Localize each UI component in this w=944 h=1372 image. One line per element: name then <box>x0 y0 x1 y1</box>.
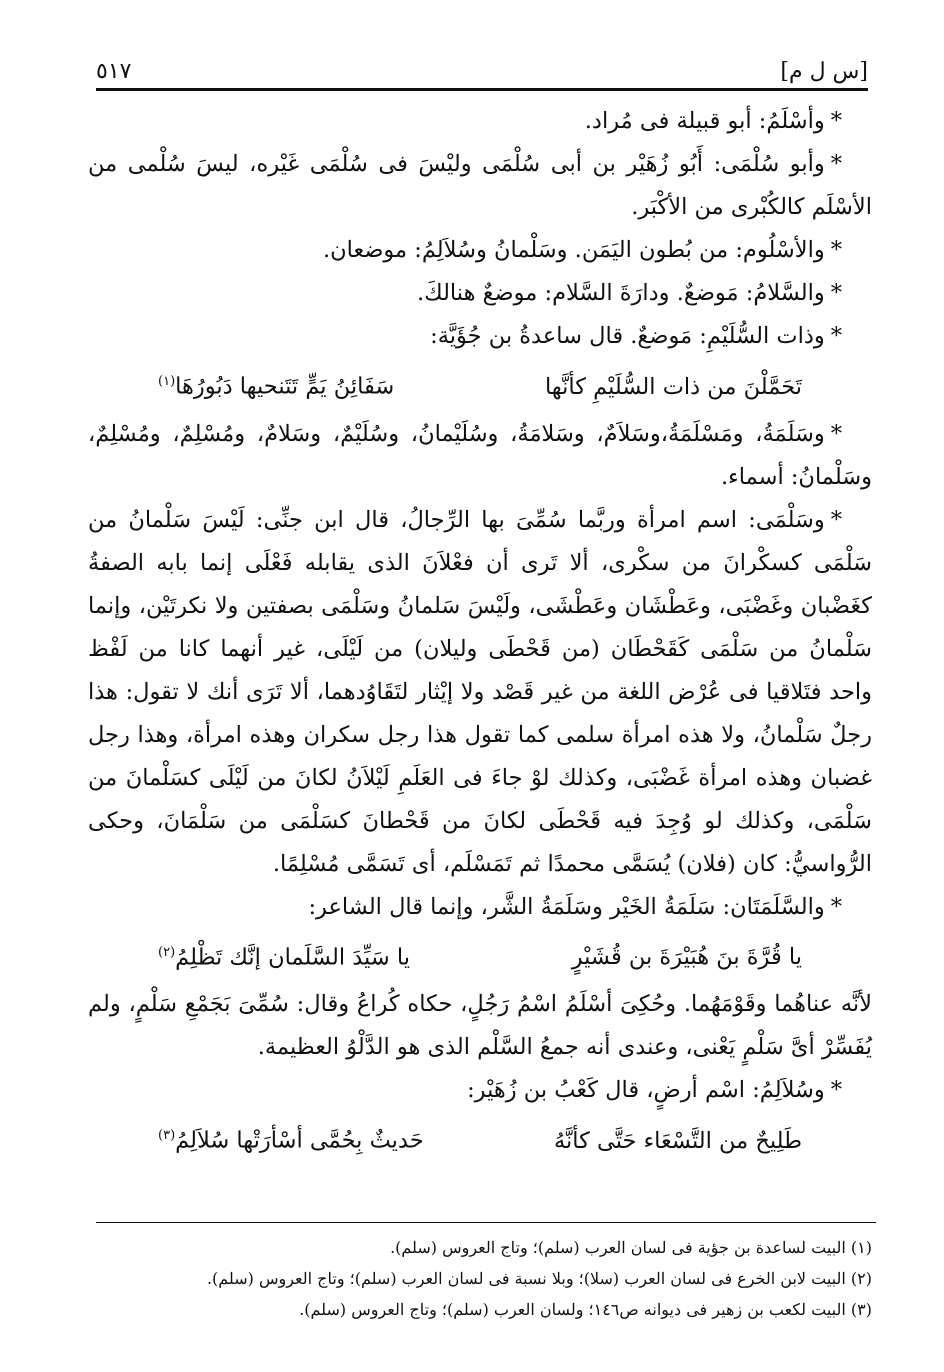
entry-marker: * <box>830 506 842 533</box>
entry-salamatan <box>88 886 872 929</box>
entry-salma <box>88 499 872 886</box>
entry-text: والأسْلُوم: من بُطون اليَمَن. وسَلْمانُ وسُلاَلِمُ: موضعان. <box>322 237 825 263</box>
entry-text: والسَّلامُ: مَوضعٌ. ودارَةَ السَّلام: موضعٌ هنالكَ. <box>416 280 825 306</box>
entry-salam <box>88 272 872 315</box>
entry-aslam <box>88 100 872 143</box>
entry-aslum <box>88 229 872 272</box>
entry-dhat-al-sulaym <box>88 315 872 358</box>
entry-marker: * <box>830 151 842 177</box>
entry-text: وسُلاَلِمُ: اسْم أرضٍ، قال كَعْبُ بن زُهَيْر: <box>467 1077 825 1103</box>
footnotes <box>88 1232 872 1325</box>
entry-sulalim <box>88 1069 872 1112</box>
verse-3 <box>88 1114 872 1163</box>
entry-abu-sulma <box>88 143 872 229</box>
verse-1 <box>88 360 872 409</box>
verse-1-second-text: سَفَائِنُ يَمٍّ تَتَنحيها دَبُورُهَا <box>175 373 395 400</box>
verse-2-first-hemistich: يا قُرَّةَ بنَ هُبَيْرَةَ بن قُشَيْرٍ <box>571 944 802 970</box>
header-rule <box>96 88 868 91</box>
footnote-ref-1: (١) <box>158 374 176 389</box>
verse-3-second-text: حَديثٌ بِحُمَّى أسْأرَتْها سُلاَلِمُ <box>175 1127 424 1154</box>
verse-2 <box>88 931 872 980</box>
page-body <box>88 100 872 1167</box>
entry-marker: * <box>830 1077 842 1103</box>
entry-text: وأسْلَمُ: أبو قبيلة فى مُراد. <box>584 108 825 134</box>
entry-marker: * <box>830 893 842 920</box>
entry-text: والسَّلَمَتَان: سَلَمَةُ الخَيْر وسَلَمَةُ الشَّر، وإنما قال الشاعر: <box>308 893 825 920</box>
entry-marker: * <box>830 237 842 263</box>
footnote-3: (٣) البيت لكعب بن زهير فى ديوانه ص١٤٦؛ ولسان العرب (سلم)؛ وتاج العروس (سلم). <box>299 1300 872 1319</box>
footnote-ref-2: (٢) <box>158 944 176 960</box>
footnote-1: (١) البيت لساعدة بن جؤية فى لسان العرب (سلم)؛ وتاج العروس (سلم). <box>390 1238 872 1257</box>
verse-2-second-text: يا سَيِّدَ السَّلَمان إنَّك تَظْلِمُ <box>175 944 410 970</box>
entry-aslam-explanation: لأنَّه عناهُما وقَوْمَهُما. وحُكِىَ أسْلَمُ اسْمُ رَجُلٍ، حكاه كُراعُ وقال: سُمِّىَ بَجَمْعِ سَلْمٍ، ولم يُفَسِّرْ أىَّ سَلْمٍ يَعْنى، وعندى أنه جمعُ السَّلْم الذى هو الدَّلْوُ العظيمة. <box>88 991 872 1060</box>
footnote-rule <box>96 1222 876 1223</box>
verse-2-second-hemistich <box>158 931 410 980</box>
entry-names <box>88 413 872 499</box>
verse-3-second-hemistich <box>158 1114 424 1163</box>
footnote-2: (٢) البيت لابن الخرع فى لسان العرب (سلا)؛ وبلا نسبة فى لسان العرب (سلم)؛ وتاج العروس (سلم). <box>206 1269 872 1288</box>
page-number: ٥١٧ <box>96 59 132 84</box>
entry-marker: * <box>830 420 842 447</box>
entry-text: وذات السُّلَيْمِ: مَوضعٌ. قال ساعدةُ بن جُؤَيَّة: <box>430 323 825 349</box>
verse-1-second-hemistich <box>158 360 394 409</box>
entry-text: وأبو سُلْمَى: أَبُو زُهَيْر بن أبى سُلْمَى وليْسَ فى سُلْمَى غَيْره، ليسَ سُلْمى من الأسْلَم كالكُبْرى من الأكْبَر. <box>88 151 872 220</box>
verse-3-first-hemistich: طَلِيحٌ من التَّسْعَاء حَتَّى كأنَّهُ <box>553 1127 802 1154</box>
page-header <box>96 44 868 84</box>
entry-marker: * <box>830 323 842 349</box>
root-heading: [س ل م] <box>780 59 868 84</box>
entry-marker: * <box>830 108 842 134</box>
footnote-ref-3: (٣) <box>158 1128 176 1143</box>
entry-text: وسَلْمَى: اسم امرأة وربَّما سُمِّىَ بها الرِّجالُ، قال ابن جنِّى: لَيْسَ سَلْمانُ من سَلْمَى كسكْرانَ من سكْرى، ألا تَرى أن فعْلاَنَ الذى يقابله فَعْلَى إنما بابه الصفةُ كغَضْبان وغَضْبَى، وعَطْشَان وعَطْشَى، ولَيْسَ سَلمانُ وسَلْمَى بصفتين ولا نكرتَيْن، وإنما سَلْمانُ من سَلْمَى كَقَحْطَان (من قَحْطَى وليلان) من لَيْلَى، غير أنهما كانا من لَفْظ واحد فتَلاقيا فى عُرْض اللغة من غير قَصْد ولا إيْثار لتَقَاوُدهما، ألا تَرَى أنك لا تقول: هذا رجلٌ سَلْمانُ، ولا هذه امرأة سلمى كما تقول هذا رجل سكران وهذه امرأة، وهذا رجل غضبان وهذه امرأة غَضْبَى، وكذلك لوْ جاءَ فى العَلَمِ لَيْلاَنُ لكانَ من لَيْلَى كسَلْمانَ من سَلْمَى، وكذلك لو وُجِدَ فيه قَحْطَى لكانَ من قَحْطانَ كسَلْمَى من سَلْمَانَ، وحكى الرُّواسيُّ: كان (فلان) يُسَمَّى محمدًا ثم تَمَسْلَم، أى تَسَمَّى مُسْلِمًا. <box>88 506 872 877</box>
entry-marker: * <box>830 280 842 306</box>
entry-text: وسَلَمَةُ، ومَسْلَمَةُ،وسَلاَمٌ، وسَلامَةُ، وسُلَيْمانُ، وسُلَيْمٌ، وسَلامٌ، ومُسْلِمٌ، ومُسْلِمٌ، وسَلْمانُ: أسماء. <box>88 420 872 490</box>
verse-1-first-hemistich: تَحَمَّلْنَ من ذات السُّلَيْمِ كأنَّها <box>544 373 802 400</box>
